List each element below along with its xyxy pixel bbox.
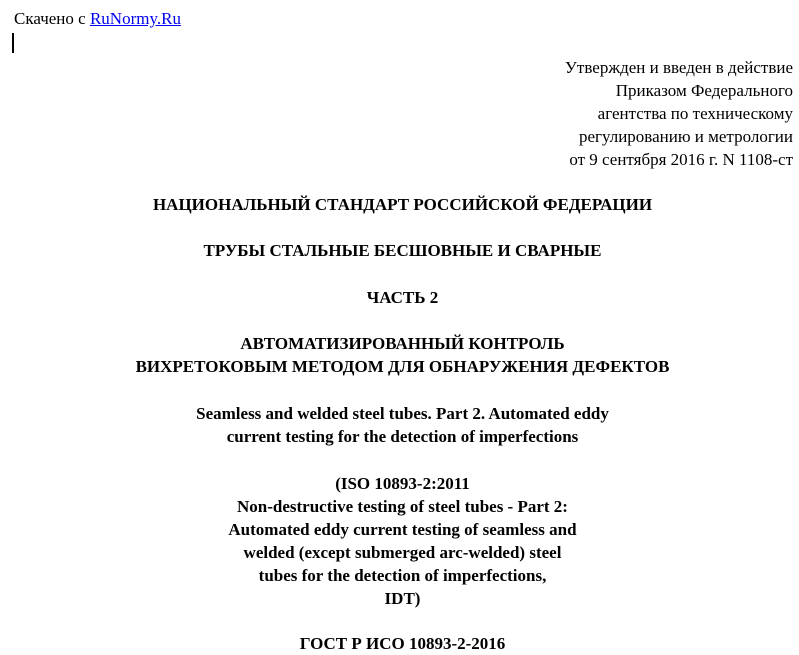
gost-number: ГОСТ Р ИСО 10893-2-2016 — [299, 634, 506, 653]
source-line — [14, 9, 181, 29]
iso-reference — [0, 472, 799, 610]
approval-line: Утвержден и введен в действие — [564, 58, 793, 77]
iso-line: Non-destructive testing of steel tubes - Part 2: — [237, 497, 568, 516]
subtitle-line: АВТОМАТИЗИРОВАННЫЙ КОНТРОЛЬ — [240, 334, 565, 353]
source-prefix: Скачено с — [14, 9, 86, 28]
document-title-text: ТРУБЫ СТАЛЬНЫЕ БЕСШОВНЫЕ И СВАРНЫЕ — [203, 241, 602, 260]
approval-line: Приказом Федерального — [615, 81, 793, 100]
iso-line: IDT) — [384, 589, 421, 608]
iso-line: Automated eddy current testing of seamless and — [228, 520, 577, 539]
iso-line: (ISO 10893-2:2011 — [335, 474, 470, 493]
gost-designation — [0, 632, 799, 655]
approval-line: регулированию и метрологии — [578, 127, 793, 146]
english-title-line: current testing for the detection of imperfections — [226, 427, 579, 446]
approval-line: агентства по техническому — [597, 104, 793, 123]
approval-line: от 9 сентября 2016 г. N 1108-ст — [569, 150, 793, 169]
text-cursor — [12, 33, 14, 53]
source-link[interactable]: RuNormy.Ru — [89, 9, 181, 28]
iso-line: tubes for the detection of imperfections, — [258, 566, 547, 585]
document-subtitle — [0, 332, 799, 378]
document-part-text: ЧАСТЬ 2 — [366, 288, 439, 307]
english-title — [0, 402, 799, 448]
document-title — [0, 239, 799, 262]
document-part — [0, 286, 799, 309]
subtitle-line: ВИХРЕТОКОВЫМ МЕТОДОМ ДЛЯ ОБНАРУЖЕНИЯ ДЕФЕКТОВ — [135, 357, 670, 376]
national-standard-heading — [0, 193, 799, 216]
iso-line: welded (except submerged arc-welded) steel — [243, 543, 562, 562]
english-title-line: Seamless and welded steel tubes. Part 2. Automated eddy — [196, 404, 609, 423]
approval-block — [565, 56, 793, 171]
national-standard-text: НАЦИОНАЛЬНЫЙ СТАНДАРТ РОССИЙСКОЙ ФЕДЕРАЦИИ — [152, 195, 653, 214]
